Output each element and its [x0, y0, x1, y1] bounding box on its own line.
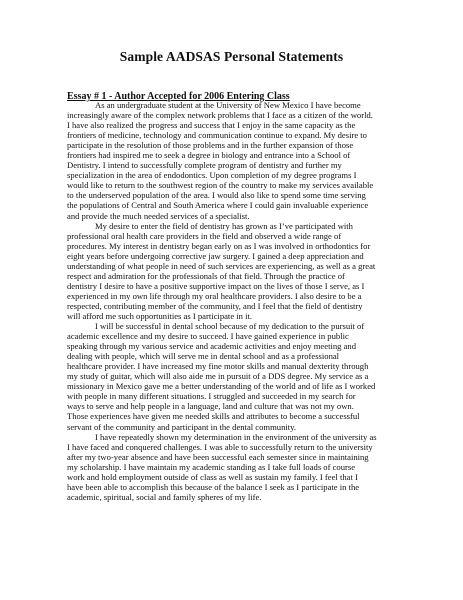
paragraph-line: respected, contributing member of the community, and I feel that the field of dentistry	[67, 300, 363, 311]
paragraph-line: my study of guitar, which will also aide me in pursuit of a DDS degree. My service as a	[67, 371, 369, 382]
paragraph-line: frontiers had inspired me to seek a degree in biology and entrance into a School of	[67, 150, 351, 161]
paragraph-line: I have repeatedly shown my determination in the environment of the university as	[95, 431, 377, 442]
paragraph-line: academic excellence and my desire to succeed. I have gained experience in public	[67, 331, 349, 342]
paragraph-line: ways to serve and help people in a language, land and culture that was not my own.	[67, 401, 354, 412]
paragraph-line: increasingly aware of the complex network problems that I face as a citizen of the world.	[67, 110, 373, 121]
paragraph-line: specialization in the area of endodontics. Upon completion of my degree programs I	[67, 170, 357, 181]
paragraph-line: with people in many different situations. I struggled and succeeded in my search for	[67, 391, 356, 402]
paragraph-line: I will be successful in dental school because of my dedication to the pursuit of	[95, 321, 365, 332]
essay-paragraph	[67, 432, 407, 502]
paragraph-line: to the underserved population of the area. I would also like to spend some time serving	[67, 190, 366, 201]
paragraph-line: I have also realized the progress and success that I enjoy in the same capacity as the	[67, 120, 356, 131]
paragraph-line: understanding of what people in need of such services are experiencing, as well as a great	[67, 260, 376, 271]
paragraph-line: experienced in my own life through my oral healthcare providers. I also desire to be a	[67, 290, 362, 301]
paragraph-line: My desire to enter the field of dentistry has grown as I’ve participated with	[95, 220, 353, 231]
paragraph-line: frontiers of medicine, technology and communication continue to expand. My desire to	[67, 130, 367, 141]
paragraph-line: would like to return to the southwest region of the country to make my services available	[67, 180, 374, 191]
paragraph-line: academic, spiritual, social and family spheres of my life.	[67, 491, 262, 502]
paragraph-line: eight years before undergoing corrective jaw surgery. I gained a deep appreciation and	[67, 250, 364, 261]
essay-paragraph	[67, 221, 407, 321]
paragraph-line: As an undergraduate student at the University of New Mexico I have become	[95, 100, 361, 110]
document-title: Sample AADSAS Personal Statements	[119, 49, 344, 64]
essay-heading: Essay # 1 - Author Accepted for 2006 Entering Class	[67, 91, 290, 102]
paragraph-line: speaking through my various service and academic activities and enjoy meeting and	[67, 341, 356, 352]
paragraph-line: respect and admiration for the professionals of that field. Through the practice of	[67, 270, 345, 281]
paragraph-line: have been able to accomplish this because of the balance I seek as I participate in the	[67, 481, 360, 492]
paragraph-line: work and hold employment outside of class as well as sustain my family. I feel that I	[67, 471, 358, 482]
paragraph-line: procedures. My interest in dentistry began early on as I was involved in orthodontics for	[67, 240, 371, 251]
paragraph-line: and provide the much needed services of a specialist.	[67, 210, 250, 221]
paragraph-line: healthcare provider. I have increased my fine motor skills and manual dexterity through	[67, 361, 369, 372]
essay-paragraph	[67, 100, 407, 221]
paragraph-line: the populations of Central and South America where I could gain invaluable experience	[67, 200, 369, 211]
paragraph-line: Those experiences have given me needed skills and attributes to become a successful	[67, 411, 360, 422]
paragraph-line: participate in the resolution of those problems and in the further expansion of those	[67, 140, 354, 151]
essay-body	[67, 100, 407, 502]
paragraph-line: Dentistry. I intend to successfully complete program of dentistry and further my	[67, 160, 342, 171]
paragraph-line: dentistry I desire to have a positive supportive impact on the lives of those I serve, as I	[67, 280, 365, 291]
paragraph-line: servant of the community and participant in the dental community.	[67, 421, 297, 432]
paragraph-line: will afford me such opportunities as I participate in it.	[67, 310, 253, 321]
paragraph-line: missionary in Mexico gave me a better understanding of the world and of life as I worked	[67, 381, 376, 392]
paragraph-line: professional oral health care providers in the field and observed a wide range of	[67, 230, 342, 241]
paragraph-line: dealing with people, which will serve me in dental school and as a professional	[67, 351, 340, 362]
paragraph-line: my scholarship. I have maintain my academic standing as I take full loads of course	[67, 461, 356, 472]
essay-paragraph	[67, 321, 407, 432]
paragraph-line: I have faced and conquered challenges. I was able to successfully return to the university	[67, 441, 373, 452]
paragraph-line: after my two-year absence and have been successful each semester since in maintaining	[67, 451, 369, 462]
